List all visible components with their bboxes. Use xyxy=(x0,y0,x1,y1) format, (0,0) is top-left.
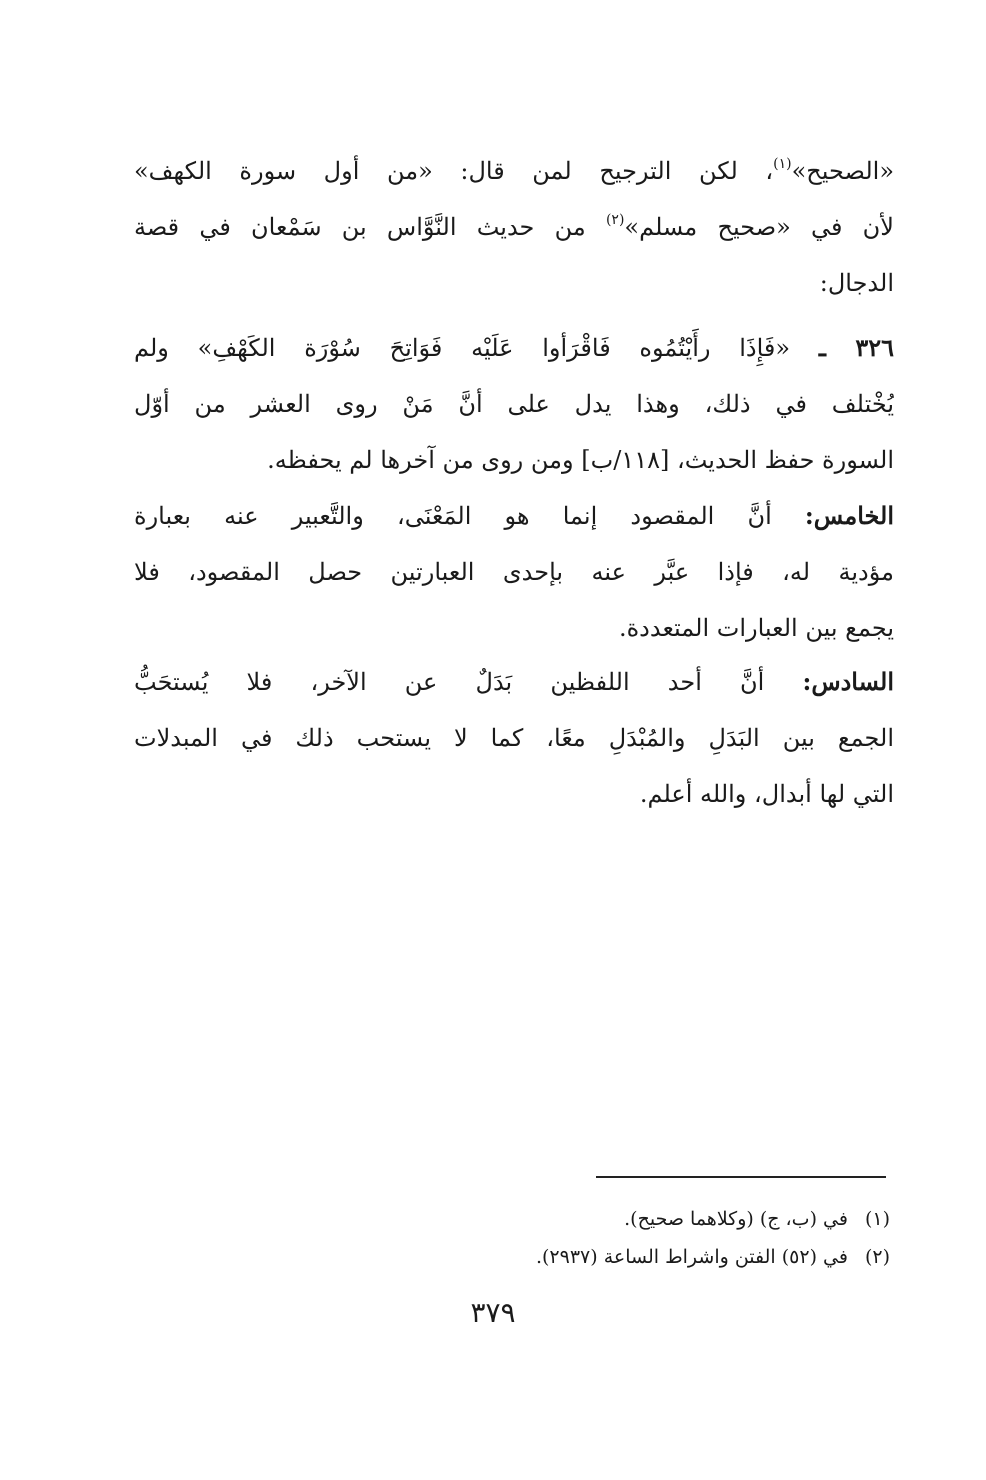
page-number: ٣٧٩ xyxy=(470,1296,516,1329)
text-line: مؤدية له، فإذا عبَّر عنه بإحدى العبارتين حصل المقصود، فلا xyxy=(134,558,894,586)
text-line: يُخْتلف في ذلك، وهذا يدل على أنَّ مَنْ روى العشر من أوّل xyxy=(134,390,894,418)
footnote-text: في (ب، ج) (وكلاهما صحيح). xyxy=(624,1208,848,1230)
hadith-number: ٣٢٦ ـ xyxy=(818,333,894,362)
footnote-number: (١) xyxy=(864,1208,890,1230)
footnote-text: في (٥٢) الفتن واشراط الساعة (٢٩٣٧). xyxy=(535,1246,848,1268)
section-label: الخامس: xyxy=(804,501,894,530)
paragraph-fifth xyxy=(134,488,894,656)
text-span: من حديث النَّوَّاس بن سَمْعان في قصة xyxy=(134,213,606,241)
text-line: التي لها أبدال، والله أعلم. xyxy=(639,780,894,808)
text-line xyxy=(134,654,894,710)
text-line: الدجال: xyxy=(819,269,894,297)
section-label: السادس: xyxy=(802,667,894,696)
text-span: «فَإِذَا رأَيْتُمُوه فَاقْرَأوا عَلَيْه فَوَاتِحَ سُوْرَة الكَهْفِ» ولم xyxy=(134,334,819,362)
text-line xyxy=(134,199,894,255)
text-line xyxy=(134,320,894,376)
footnote-ref-1[interactable]: (١) xyxy=(773,156,792,172)
text-span: أنَّ المقصود إنما هو المَعْنَى، والتَّعبير عنه بعبارة xyxy=(134,502,805,530)
text-line: يجمع بين العبارات المتعددة. xyxy=(618,614,894,642)
text-line xyxy=(134,488,894,544)
paragraph-1 xyxy=(134,143,894,311)
footnote-1 xyxy=(360,1200,890,1238)
text-span: أنَّ أحد اللفظين بَدَلٌ عن الآخر، فلا يُستحَبُّ xyxy=(134,668,803,696)
paragraph-hadith-326 xyxy=(134,320,894,488)
text-span: ، لكن الترجيح لمن قال: «من أول سورة الكهف» xyxy=(134,157,774,185)
footnote-2 xyxy=(360,1238,890,1276)
text-span: «الصحيح» xyxy=(791,157,894,185)
footnote-number: (٢) xyxy=(864,1246,890,1268)
footnote-separator xyxy=(596,1176,886,1178)
paragraph-sixth xyxy=(134,654,894,822)
text-line: الجمع بين البَدَلِ والمُبْدَلِ معًا، كما لا يستحب ذلك في المبدلات xyxy=(134,724,894,752)
text-line: السورة حفظ الحديث، [١١٨/ب] ومن روى من آخرها لم يحفظه. xyxy=(267,446,894,474)
footnote-ref-2[interactable]: (٢) xyxy=(605,212,625,228)
text-line xyxy=(134,143,894,199)
footnotes xyxy=(360,1200,890,1276)
text-span: لأن في «صحيح مسلم» xyxy=(624,213,894,241)
